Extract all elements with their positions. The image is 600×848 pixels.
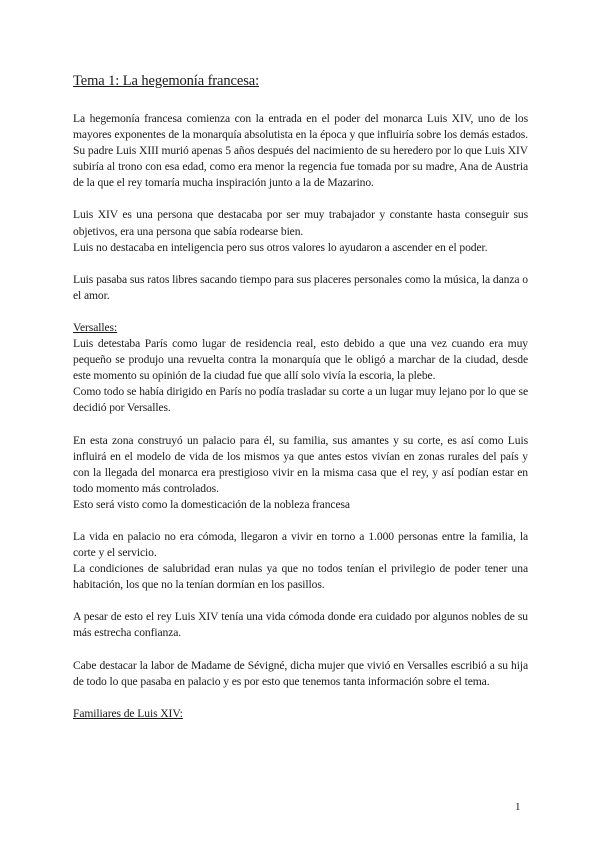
paragraph-comfort: A pesar de esto el rey Luis XIV tenía una vida cómoda donde era cuidado por algunos nobles de su más estrecha confianza. — [73, 610, 528, 640]
paragraph-domestication: Esto será visto como la domesticación de la nobleza francesa — [73, 497, 350, 511]
paragraph-intelligence: Luis no destacaba en inteligencia pero sus otros valores lo ayudaron a ascender en el poder. — [73, 240, 488, 254]
paragraph-personality: Luis XIV es una persona que destacaba por ser muy trabajador y constante hasta conseguir sus objetivos, era una persona que sabía rodearse bien. — [73, 208, 528, 238]
spacer — [73, 191, 528, 207]
page-content — [73, 72, 528, 722]
section-heading-versalles: Versalles: — [73, 320, 118, 334]
paragraph-court-move: Como todo se había dirigido en París no podía trasladar su corte a un lugar muy lejano por lo que se decidió por Versalles. — [73, 385, 528, 415]
paragraph-palace: En esta zona construyó un palacio para él, su familia, sus amantes y su corte, es así como Luis influirá en el modelo de vida de los mismos ya que antes estos vivían en zonas rurales del país y con la llegada del monarca era prestigioso vivir en la misma casa que el rey, y así podían estar en todo momento más controlados. — [73, 433, 528, 495]
spacer — [73, 513, 528, 529]
spacer — [73, 304, 528, 320]
paragraph-pleasures: Luis pasaba sus ratos libres sacando tiempo para sus placeres personales como la música, la danza o el amor. — [73, 272, 528, 302]
spacer — [73, 417, 528, 433]
spacer — [73, 642, 528, 658]
paragraph-sanitation: La condiciones de salubridad eran nulas ya que no todos tenían el privilegio de poder tener una habitación, los que no la tenían dormían en los pasillos. — [73, 562, 528, 592]
paragraph-palace-life: La vida en palacio no era cómoda, llegaron a vivir en torno a 1.000 personas entre la familia, la corte y el servicio. — [73, 529, 528, 560]
spacer — [73, 256, 528, 272]
paragraph-father: Su padre Luis XIII murió apenas 5 años después del nacimiento de su heredero por lo que Luis XIV subiría al trono con esa edad, como era menor la regencia fue tomada por su madre, Ana de Austria de la que el rey tomaría mucha inspiración junto a la de Mazarino. — [73, 144, 528, 190]
paragraph-sevigne: Cabe destacar la labor de Madame de Sévigné, dicha mujer que vivió en Versalles escribió a su hija de todo lo que pasaba en palacio y es por esto que tenemos tanta información sobre el tema. — [73, 658, 528, 688]
section-heading-familiares: Familiares de Luis XIV: — [73, 706, 183, 720]
spacer — [73, 593, 528, 609]
page-number: 1 — [515, 801, 521, 813]
paragraph-paris: Luis detestaba París como lugar de residencia real, esto debido a que una vez cuando era muy pequeño se produjo una revuelta contra la monarquía que le obligó a marchar de la ciudad, desde este momento su opinión de la ciudad fue que allí solo vivía la escoria, la plebe. — [73, 337, 528, 383]
page-title: Tema 1: La hegemonía francesa: — [73, 73, 260, 89]
paragraph-intro: La hegemonía francesa comienza con la entrada en el poder del monarca Luis XIV, uno de los mayores exponentes de la monarquía absolutista en la época y que influiría sobre los demás estados. — [73, 112, 529, 142]
spacer — [73, 690, 528, 706]
